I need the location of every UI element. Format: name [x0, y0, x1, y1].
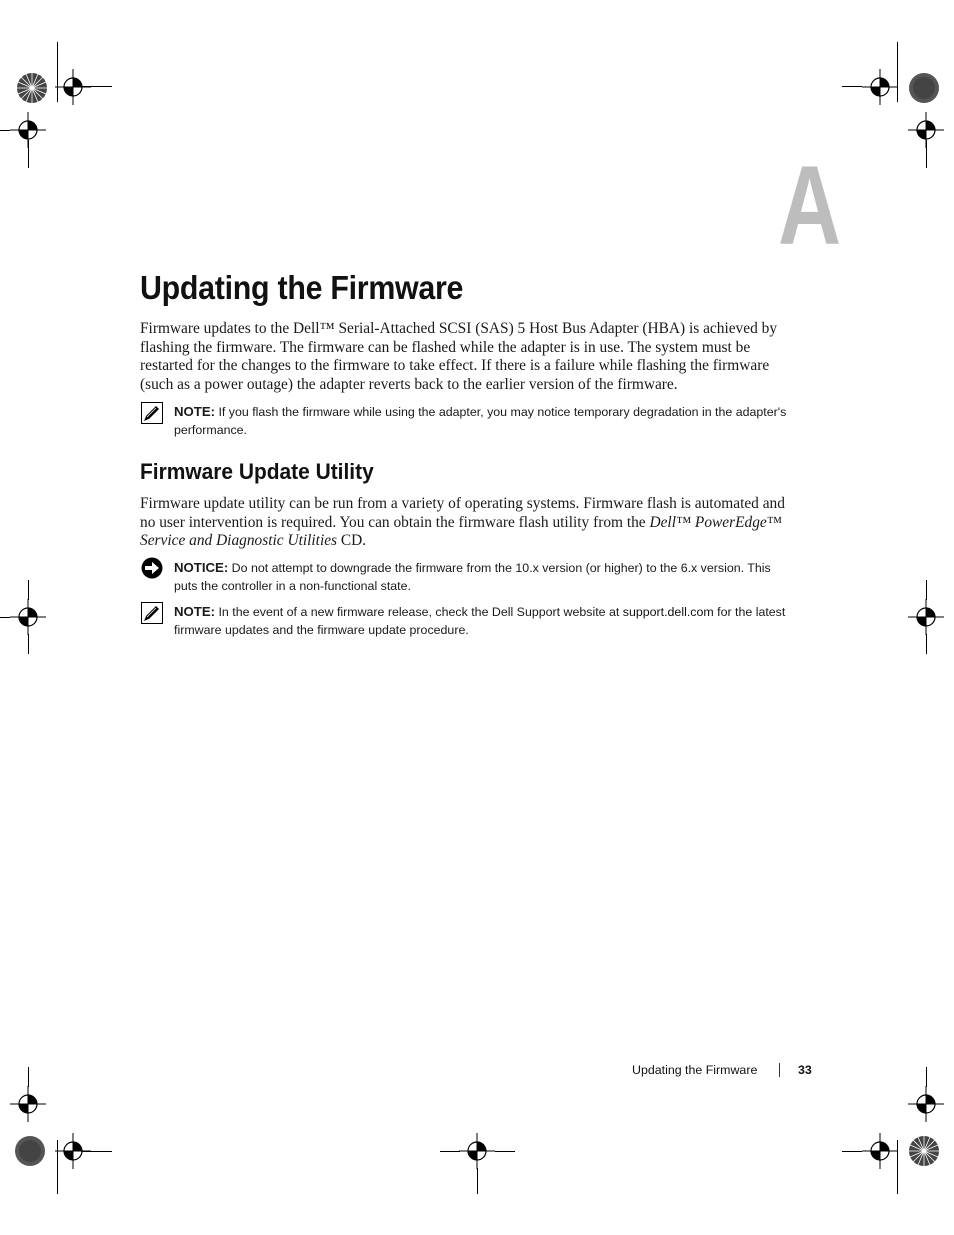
section-heading: Firmware Update Utility	[140, 459, 374, 484]
section-paragraph	[140, 495, 785, 551]
registration-crosshair-icon	[10, 1086, 46, 1122]
registration-crosshair-icon	[862, 1133, 898, 1169]
printer-starburst-icon	[12, 1133, 48, 1169]
page-title: Updating the Firmware	[140, 269, 464, 306]
notice-paragraph	[174, 559, 794, 595]
section-text-end: CD.	[337, 532, 367, 550]
registration-crosshair-icon	[459, 1133, 495, 1169]
registration-crosshair-icon	[862, 69, 898, 105]
footer-divider	[779, 1063, 780, 1077]
printer-starburst-icon	[906, 70, 942, 106]
note-text: In the event of a new firmware release, check the Dell Support website at	[215, 605, 623, 619]
section-text: Firmware update utility can be run from a variety of operating systems. Firmware flash is automated and no user intervention is required. You can obtain the firmware flash utility from the	[140, 495, 785, 531]
registration-crosshair-icon	[908, 599, 944, 635]
printer-starburst-icon	[14, 70, 50, 106]
note-text-end: for the latest firmware updates and the firmware update procedure.	[174, 605, 786, 637]
intro-paragraph: Firmware updates to the Dell™ Serial-Attached SCSI (SAS) 5 Host Bus Adapter (HBA) is achieved by flashing the firmware. The firmware can be flashed while the adapter is in use. The system must be restarted for the changes to the firmware to take effect. If there is a failure while flashing the firmware (such as a power outage) the adapter reverts back to the earlier version of the firmware.	[140, 320, 778, 393]
registration-crosshair-icon	[55, 69, 91, 105]
notice-text: Do not attempt to downgrade the firmware from the 10.x version (or higher) to the 6.x version. This puts the controller in a non-functional state.	[174, 561, 771, 593]
pencil-note-icon	[141, 402, 163, 424]
page-number: 33	[798, 1063, 812, 1077]
footer-section-title: Updating the Firmware	[632, 1063, 758, 1077]
registration-crosshair-icon	[908, 1086, 944, 1122]
printer-starburst-icon	[906, 1133, 942, 1169]
note-label: NOTE:	[174, 404, 216, 419]
notice-label: NOTICE:	[174, 560, 229, 575]
product-name: Dell™ PowerEdge™ Service and Diagnostic Utilities	[140, 513, 782, 550]
pencil-note-icon	[141, 602, 163, 624]
chapter-letter: A	[778, 143, 842, 268]
notice-arrow-icon	[141, 557, 163, 579]
note-paragraph	[174, 603, 794, 639]
note-text: If you flash the firmware while using the adapter, you may notice temporary degradation in the adapter's performance.	[174, 405, 787, 437]
note-label: NOTE:	[174, 604, 216, 619]
support-link[interactable]: support.dell.com	[622, 605, 714, 619]
note-paragraph	[174, 403, 794, 439]
registration-crosshair-icon	[10, 599, 46, 635]
